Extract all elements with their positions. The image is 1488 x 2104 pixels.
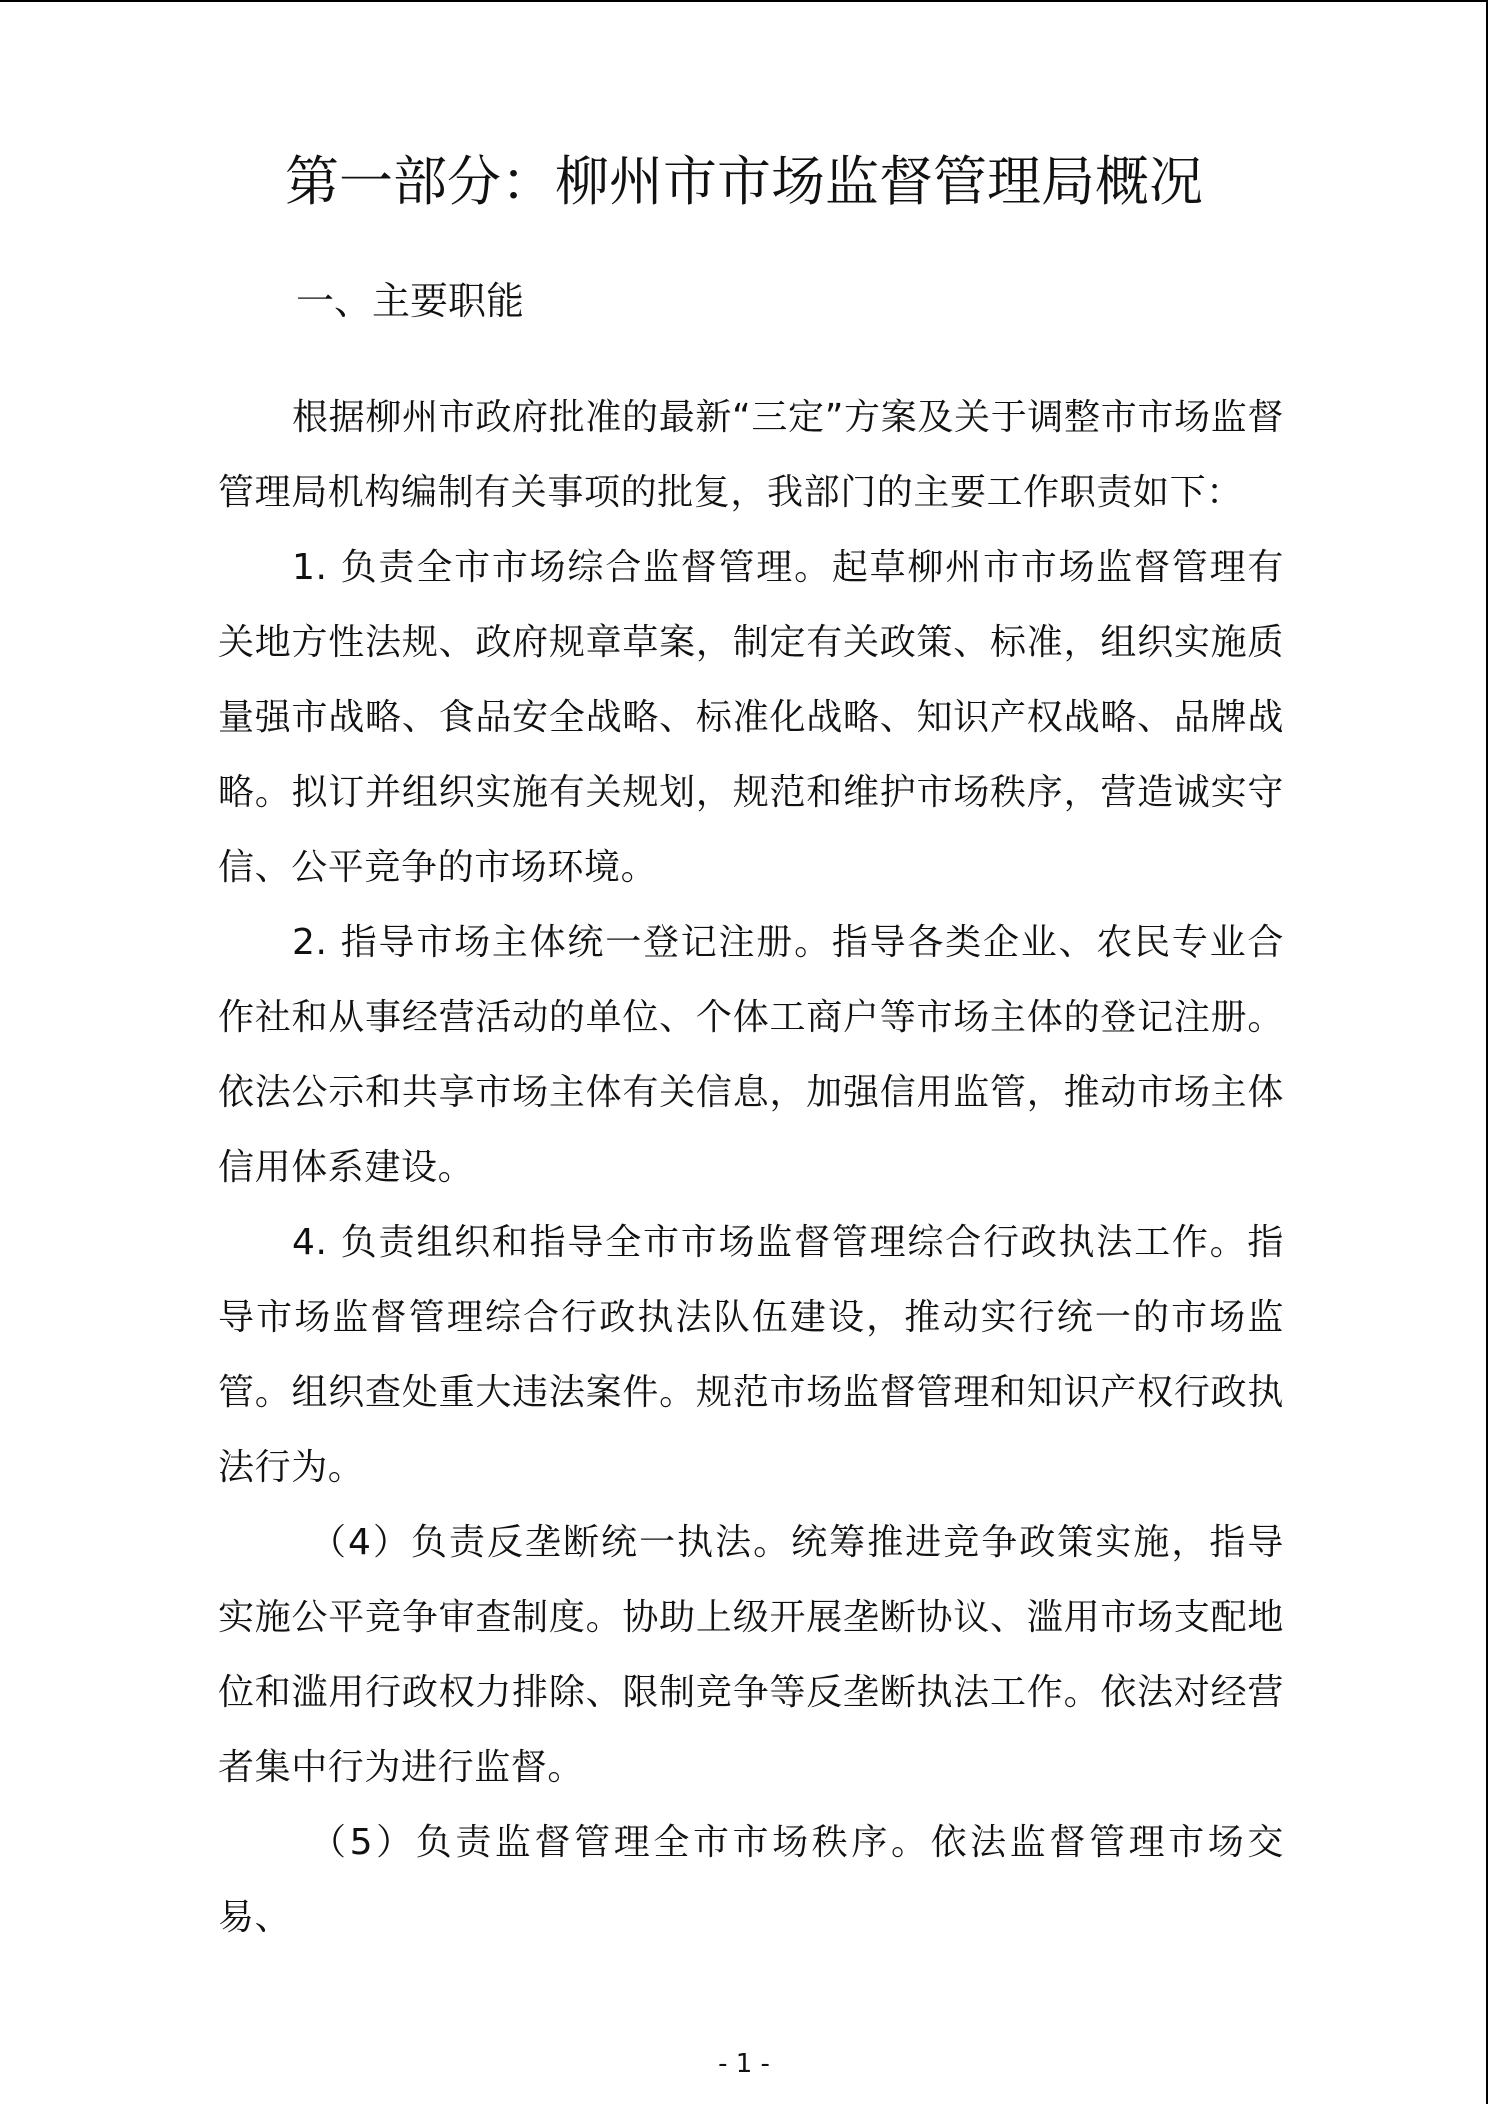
paragraph-duty-sub-5: （5）负责监督管理全市市场秩序。依法监督管理市场交易、 bbox=[218, 1822, 1284, 1938]
page-title: 第一部分：柳州市市场监督管理局概况 bbox=[285, 150, 1203, 213]
section-heading: 一、主要职能 bbox=[296, 279, 525, 323]
document-body bbox=[218, 380, 1284, 1955]
paragraph-duty-4: 4. 负责组织和指导全市市场监督管理综合行政执法工作。指导市场监督管理综合行政执法队伍建设，推动实行统一的市场监管。组织查处重大违法案件。规范市场监督管理和知识产权行政执法行为。 bbox=[218, 1222, 1284, 1488]
page-number: - 1 - bbox=[718, 2049, 770, 2079]
paragraph-duty-1: 1. 负责全市市场综合监督管理。起草柳州市市场监督管理有关地方性法规、政府规章草案，制定有关政策、标准，组织实施质量强市战略、食品安全战略、标准化战略、知识产权战略、品牌战略。拟订并组织实施有关规划，规范和维护市场秩序，营造诚实守信、公平竞争的市场环境。 bbox=[218, 547, 1284, 888]
paragraph-duty-2: 2. 指导市场主体统一登记注册。指导各类企业、农民专业合作社和从事经营活动的单位、个体工商户等市场主体的登记注册。依法公示和共享市场主体有关信息，加强信用监管，推动市场主体信用体系建设。 bbox=[218, 922, 1284, 1188]
paragraph-duty-sub-4: （4）负责反垄断统一执法。统筹推进竞争政策实施，指导实施公平竞争审查制度。协助上级开展垄断协议、滥用市场支配地位和滥用行政权力排除、限制竞争等反垄断执法工作。依法对经营者集中行为进行监督。 bbox=[218, 1522, 1284, 1788]
paragraph-intro: 根据柳州市政府批准的最新“三定”方案及关于调整市市场监督管理局机构编制有关事项的批复，我部门的主要工作职责如下： bbox=[218, 397, 1284, 513]
